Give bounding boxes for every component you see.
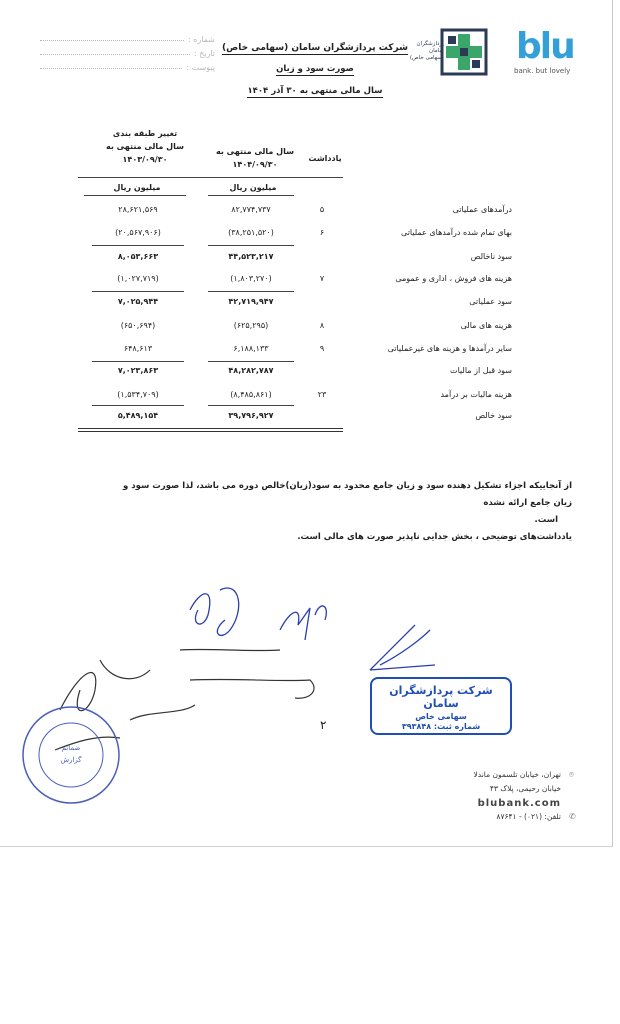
auditor-seal-icon [16,700,126,810]
table-row: درآمدهای عملیاتی ۵ ۸۲,۷۷۴,۷۳۷ ۲۸,۶۲۱,۵۶۹ [118,205,512,214]
footer-address-2: خیابان رحیمی، پلاک ۴۳ [489,784,561,793]
table-row: سود عملیاتی ۴۲,۷۱۹,۹۴۷ ۷,۰۲۵,۹۴۴ [117,297,512,306]
saman-logo-icon [440,28,488,76]
note-comprehensive-income: از آنجاییکه اجزاء تشکیل دهنده سود و زیان جامع محدود به سود(زیان)خالص دوره می باشد، لذا صورت سود و زیان جامع ارائه نشده [123,481,572,508]
svg-text:گزارش: گزارش [60,756,82,764]
table-row: سود قبل از مالیات ۴۸,۲۸۲,۷۸۷ ۷,۰۲۳,۸۶۳ [117,366,512,375]
ref-date-label: تاریخ : [193,49,215,58]
ref-date-field [40,44,215,58]
reference-fields [40,30,215,72]
table-row: سود خالص ۳۹,۷۹۶,۹۲۷ ۵,۴۸۹,۱۵۴ [117,411,512,420]
note-comprehensive-income-end: است. [534,515,558,525]
svg-text:ضمائم: ضمائم [61,744,81,752]
unit-label-1403: میلیون ریال [113,183,161,192]
statement-title: صورت سود و زیان [276,64,354,74]
subtotal-line [208,405,294,406]
table-row: هزینه های فروش ، اداری و عمومی ۷ (۱,۸۰۳,۲۷۰) (۱,۰۲۷,۷۱۹) [117,274,512,283]
ref-attachment-field [40,58,215,72]
column-header-note: یادداشت [308,154,342,163]
table-row: سایر درآمدها و هزینه های غیرعملیاتی ۹ ۶,۱۸۸,۱۳۳ ۶۴۸,۶۱۳ [123,344,512,353]
ref-number-label: شماره : [187,35,215,44]
total-double-line [78,428,343,432]
saman-logo-text: پردازشگران سامان (سهامی خاص) [409,41,444,61]
subtotal-line [92,361,184,362]
blu-tagline: bank. but lovely [514,67,571,75]
table-row: هزینه مالیات بر درآمد ۲۳ (۸,۴۸۵,۸۶۱) (۱,۵۳۴,۷۰۹) [117,390,512,399]
footer-address-1: تهران، خیابان تلسمون ماندلا [473,770,561,779]
company-stamp: شرکت پردازشگران سامان سهامی خاص شماره ثبت: ۳۹۳۸۴۸ [370,677,512,735]
header-divider [78,177,343,178]
unit-underline-1403 [84,195,186,196]
subtotal-line [208,291,294,292]
blu-logo-wordmark: blu [516,26,574,67]
location-icon: ⌾ [569,770,574,779]
ref-attachment-label: پیوست : [186,63,215,72]
footer-website: blubank.com [477,798,561,809]
subtotal-line [92,405,184,406]
unit-underline-1404 [208,195,294,196]
table-row: سود ناخالص ۴۴,۵۲۳,۲۱۷ ۸,۰۵۳,۶۶۳ [117,252,512,261]
footer-phone: تلفن: (۰۲۱) - ۸۷۶۴۱ [496,812,561,821]
unit-label-1404: میلیون ریال [229,183,277,192]
note-integral-part: یادداشت‌های توضیحی ، بخش جدایی ناپذیر صورت های مالی است. [297,532,572,542]
table-row: هزینه های مالی ۸ (۶۲۵,۲۹۵) (۶۵۰,۶۹۴) [120,321,512,330]
page-number: ۲ [320,718,327,732]
explanatory-notes [110,478,572,546]
period-title: سال مالی منتهی به ۳۰ آذر ۱۴۰۴ [247,86,383,96]
company-title: شرکت پردازشگران سامان (سهامی خاص) [222,43,408,53]
ref-number-field [40,30,215,44]
subtotal-line [208,361,294,362]
subtotal-line [208,245,294,246]
column-header-1404: سال مالی منتهی به ۱۴۰۴/۰۹/۳۰ [216,147,294,169]
subtotal-line [92,245,184,246]
phone-icon: ✆ [569,812,576,821]
column-header-1403: تغییر طبقه بندی سال مالی منتهی به ۱۴۰۳/۰۹/۳۰ [106,129,184,164]
subtotal-line [92,291,184,292]
table-row: بهای تمام شده درآمدهای عملیاتی ۶ (۳۸,۲۵۱,۵۲۰) (۲۰,۵۶۷,۹۰۶) [115,228,512,237]
